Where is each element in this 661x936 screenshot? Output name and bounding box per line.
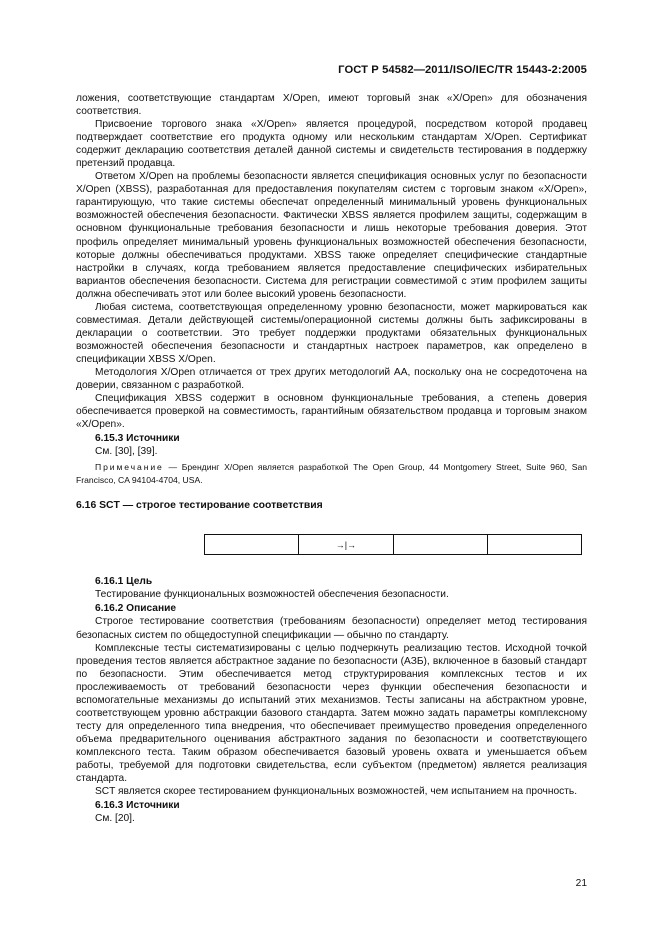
paragraph: Строгое тестирование соответствия (требованиям безопасности) определяет метод тестирования безопасных систем по общедоступной спецификации — обычно по стандарту. bbox=[76, 616, 587, 641]
scale-table bbox=[204, 534, 582, 555]
note bbox=[76, 461, 587, 487]
section-heading-6-15-3: 6.15.3 Источники bbox=[95, 433, 180, 445]
page-header: ГОСТ Р 54582—2011/ISO/IEC/TR 15443-2:2005 bbox=[338, 64, 587, 76]
note-text: — Брендинг X/Open является разработкой The Open Group, 44 Montgomery Street, Suite 960, San Francisco, CA 94104-4704, USA. bbox=[76, 462, 588, 486]
paragraph: Методология X/Open отличается от трех других методологий АА, поскольку она не сосредоточена на доверии, связанном с разработкой. bbox=[76, 366, 587, 392]
page-content bbox=[76, 92, 587, 825]
paragraph: Присвоение торгового знака «X/Open» является процедурой, посредством которой продавец подтверждает соответствие его продукта одному или нескольким стандартам X/Open. Сертификат содержит декларацию соответствия деталей данной системы и свидетельств тестирования в поддержку претензий продавца. bbox=[76, 119, 587, 170]
paragraph: ложения, соответствующие стандартам X/Open, имеют торговый знак «X/Open» для обозначения соответствия. bbox=[76, 93, 587, 118]
paragraph: Ответом X/Open на проблемы безопасности является спецификация основных услуг по безопасности X/Open (XBSS), разработанная для предоставления покупателям систем с торговым знаком «X/Open», гарантирующую, что такие системы обеспечат определенный минимальный уровень функциональных возможностей обеспечения безопасности. Фактически XBSS является профилем защиты, содержащим в основном функциональные требования безопасности и лишь некоторые требования доверия. Этот профиль определяет минимальный уровень функциональных возможностей обеспечения безопасности, которые должны обеспечиваться продуктами. XBSS также определяет специфические стандартные настройки в случаях, когда требованием является предоставление специфических избирательных вариантов обеспечения безопасности. Система для регистрации совместимой с этим профилем защиты должна обеспечивать этот или более высокий уровень безопасности. bbox=[76, 171, 587, 300]
section-heading-6-16-2: 6.16.2 Описание bbox=[95, 603, 177, 615]
scale-cell-marker: →|→ bbox=[299, 535, 393, 555]
note-label: Примечание bbox=[95, 462, 164, 473]
scale-cell bbox=[487, 535, 581, 555]
sources-text: См. [20]. bbox=[95, 813, 135, 825]
scale-cell bbox=[393, 535, 487, 555]
page-number: 21 bbox=[575, 878, 587, 889]
purpose-text: Тестирование функциональных возможностей обеспечения безопасности. bbox=[95, 589, 449, 601]
paragraph: SCT является скорее тестированием функциональных возможностей, чем испытанием на прочность. bbox=[95, 786, 578, 798]
section-heading-6-16: 6.16 SCT — строгое тестирование соответствия bbox=[76, 500, 323, 512]
paragraph: Любая система, соответствующая определенному уровню безопасности, может маркироваться как совместимая. Детали действующей системы/операционной системы должны быть зафиксированы в декларации о соответствии. Это требует поддержки продуктами обязательных функциональных возможностей обеспечения безопасности и стандартных настроек параметров, как определено в спецификации XBSS X/Open. bbox=[76, 301, 587, 365]
section-heading-6-16-1: 6.16.1 Цель bbox=[95, 576, 153, 588]
scale-cell bbox=[205, 535, 299, 555]
paragraph: Комплексные тесты систематизированы с целью подчеркнуть реализацию тестов. Исходной точкой проведения тестов является абстрактное задание по безопасности (АЗБ), включенное в базовый стандарт по безопасности. Этим обеспечивается метод структурирования комплексных тестов и их прослеживаемость от требований безопасности через функции обеспечения безопасности и вспомогательные механизмы до испытаний этих механизмов. Тесты записаны на абстрактном уровне, соответствующем уровню абстракции базового стандарта. Затем можно задать параметры комплексному тесту для определенного типа внедрения, что обеспечивает преимущество проведения определенного объема предварительного оценивания абстрактного задания по безопасности и соответствующего комплексного теста. Таким образом обеспечивается базовый уровень охвата и уменьшается объем работы, требуемой для подготовки свидетельства, если субъектом (предметом) является реализация стандарта. bbox=[76, 642, 587, 785]
assurance-scale bbox=[204, 534, 582, 555]
section-heading-6-16-3: 6.16.3 Источники bbox=[95, 800, 180, 812]
paragraph: Спецификация XBSS содержит в основном функциональные требования, а степень доверия обеспечивается проверкой на совместимость, гарантийным обязательством продавца и торговым знаком «X/Open». bbox=[76, 393, 587, 431]
sources-text: См. [30], [39]. bbox=[95, 446, 158, 458]
